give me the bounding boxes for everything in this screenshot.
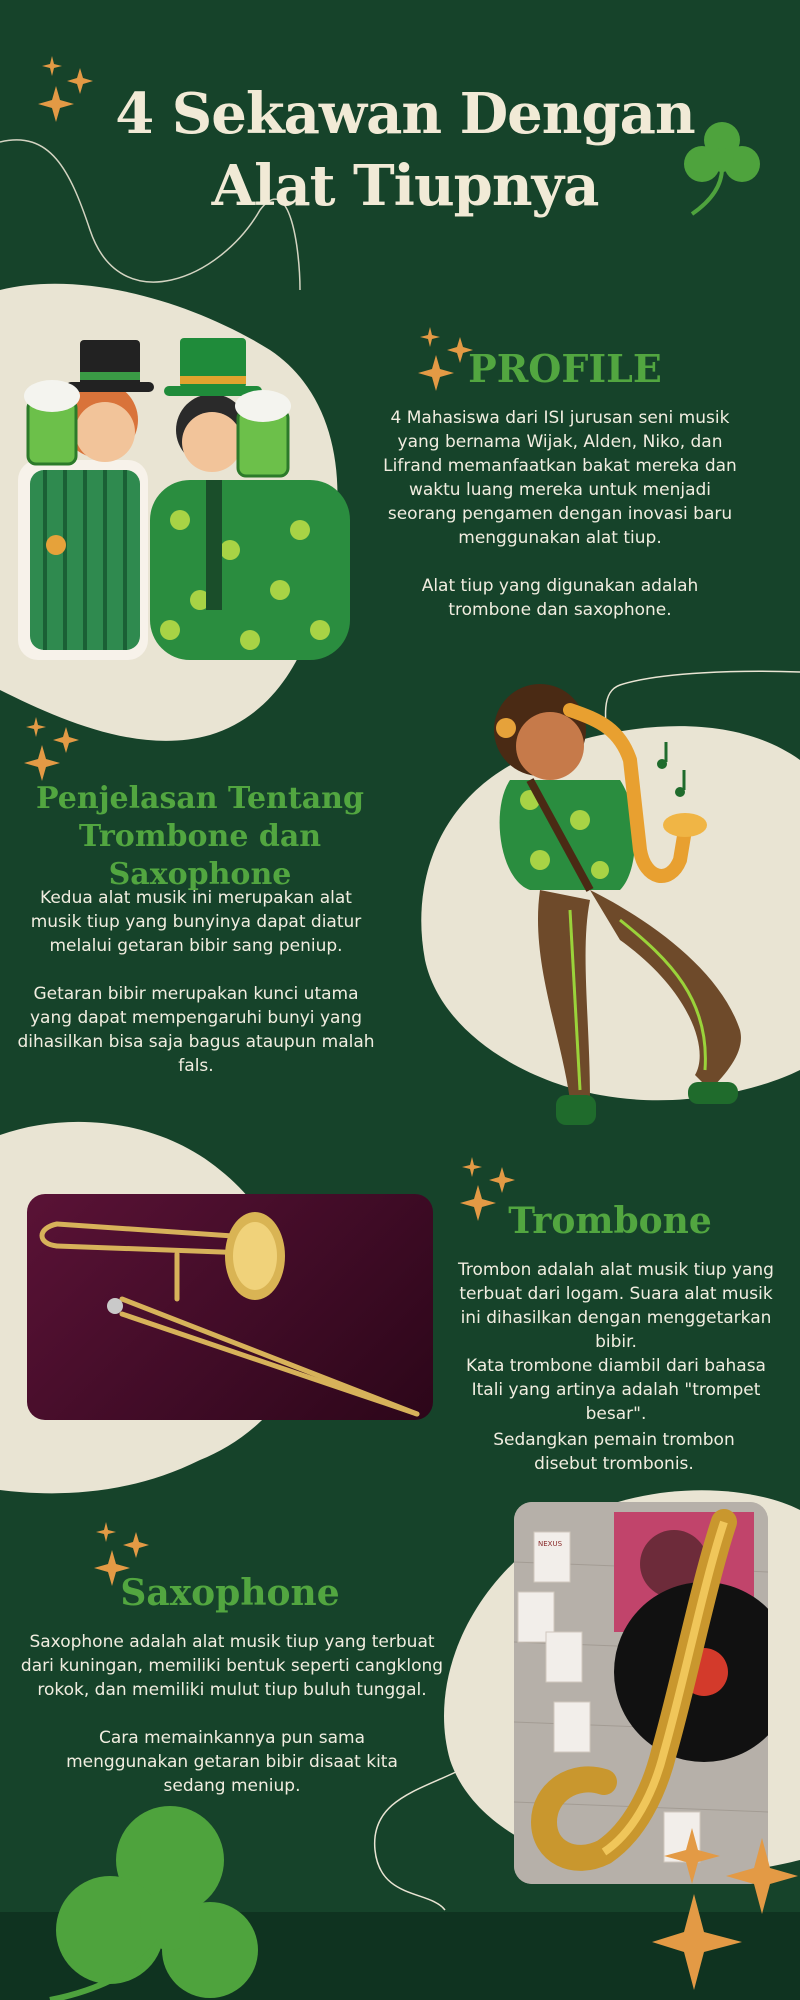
trombone-paragraph: Trombon adalah alat musik tiup yang terbuat dari logam. Suara alat musik ini dihasilkan dengan menggetarkan bibir. xyxy=(458,1260,774,1352)
saxophone-image xyxy=(514,1502,768,1884)
profile-paragraph: Alat tiup yang digunakan adalah trombone dan saxophone. xyxy=(421,576,699,620)
page-title: 4 Sekawan Dengan Alat Tiupnya xyxy=(115,81,695,219)
sparkle-icon xyxy=(652,1828,800,1998)
explanation-heading-line: Trombone dan Saxophone xyxy=(78,819,322,892)
friends-illustration xyxy=(0,330,380,660)
explanation-paragraph: Kedua alat musik ini merupakan alat musik tiup yang bunyinya dapat diatur melalui getaran bibir sang peniup. xyxy=(30,888,362,956)
box-label: NEXUS xyxy=(538,1540,563,1548)
profile-heading: PROFILE xyxy=(468,346,662,391)
sparkle-icon xyxy=(24,715,84,787)
explanation-heading-line: Penjelasan Tentang xyxy=(36,781,364,816)
trombone-image xyxy=(27,1194,433,1420)
saxophone-photo xyxy=(514,1502,768,1884)
profile-paragraph: 4 Mahasiswa dari ISI jurusan seni musik yang bernama Wijak, Alden, Niko, dan Lifrand memanfaatkan bakat mereka dan waktu luang mereka untuk menjadi seorang pengamen dengan inovasi baru menggunakan alat tiup. xyxy=(383,408,737,548)
explanation-heading xyxy=(0,780,400,894)
explanation-paragraph: Getaran bibir merupakan kunci utama yang dapat mempengaruhi bunyi yang dihasilkan bisa saja bagus ataupun malah fals. xyxy=(17,984,375,1076)
shamrock-icon xyxy=(40,1800,260,2000)
trombone-photo xyxy=(27,1194,433,1420)
trombone-heading: Trombone xyxy=(508,1200,712,1242)
trombone-paragraph: Kata trombone diambil dari bahasa Itali yang artinya adalah "trompet besar". xyxy=(466,1356,766,1424)
trombone-paragraph: Sedangkan pemain trombon disebut trombonis. xyxy=(493,1430,735,1474)
saxophone-heading: Saxophone xyxy=(120,1572,340,1614)
saxophone-player-illustration xyxy=(470,670,760,1160)
saxophone-paragraph: Cara memainkannya pun sama menggunakan getaran bibir disaat kita sedang meniup. xyxy=(66,1728,398,1796)
saxophone-paragraph: Saxophone adalah alat musik tiup yang terbuat dari kuningan, memiliki bentuk seperti cangklong rokok, dan memiliki mulut tiup buluh tunggal. xyxy=(20,1632,444,1700)
